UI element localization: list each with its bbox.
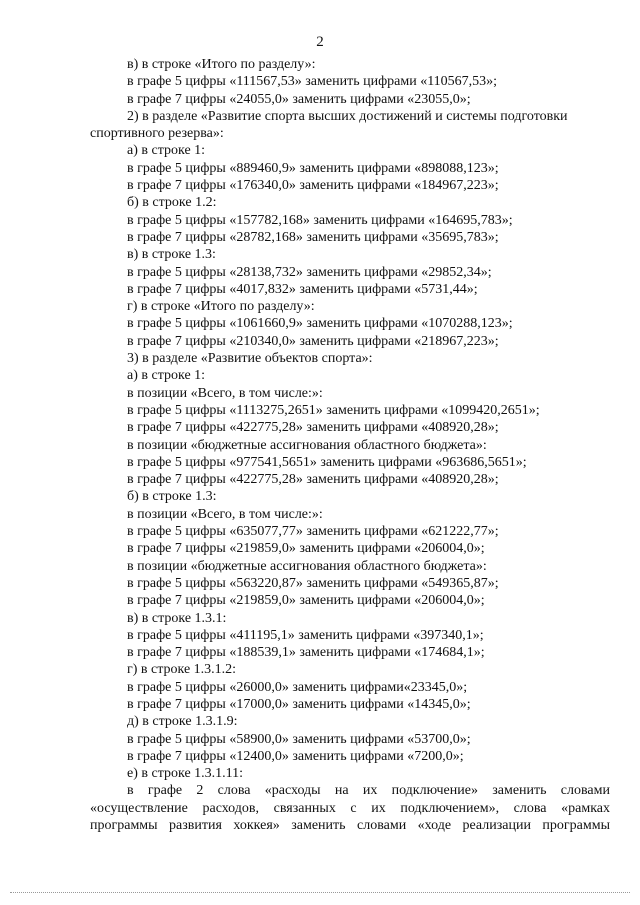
text-line: в графе 5 цифры «157782,168» заменить цифрами «164695,783»;: [127, 212, 513, 228]
text-line: в графе 5 цифры «1113275,2651» заменить цифрами «1099420,2651»;: [127, 402, 540, 418]
page-number: 2: [316, 34, 324, 50]
text-line: а) в строке 1:: [127, 368, 206, 384]
text-line: «осуществление расходов, связанных с их подключением», слова «рамках: [90, 800, 610, 816]
text-line: в графе 7 цифры «24055,0» заменить цифрами «23055,0»;: [127, 91, 471, 107]
text-line: в графе 7 цифры «219859,0» заменить цифрами «206004,0»;: [127, 541, 485, 557]
scan-edge-divider: [10, 892, 630, 893]
text-line: а) в строке 1:: [127, 143, 206, 159]
text-line: в графе 5 цифры «977541,5651» заменить цифрами «963686,5651»;: [127, 454, 527, 470]
text-line: в графе 7 цифры «422775,28» заменить цифрами «408920,28»;: [127, 420, 499, 436]
text-line: спортивного резерва»:: [90, 126, 224, 142]
text-line: в графе 7 цифры «188539,1» заменить цифрами «174684,1»;: [127, 645, 485, 661]
text-line: д) в строке 1.3.1.9:: [127, 714, 238, 730]
text-line: в графе 2 слова «расходы на их подключение» заменить словами: [127, 783, 610, 799]
document-body: [90, 56, 610, 834]
text-line: в графе 7 цифры «176340,0» заменить цифрами «184967,223»;: [127, 178, 499, 194]
text-line: в графе 7 цифры «210340,0» заменить цифрами «218967,223»;: [127, 333, 499, 349]
text-line: в графе 5 цифры «58900,0» заменить цифрами «53700,0»;: [127, 731, 471, 747]
text-line: в графе 5 цифры «563220,87» заменить цифрами «549365,87»;: [127, 575, 499, 591]
text-line: в графе 5 цифры «28138,732» заменить цифрами «29852,34»;: [127, 264, 492, 280]
text-line: 3) в разделе «Развитие объектов спорта»:: [127, 351, 373, 367]
text-line: в позиции «Всего, в том числе:»:: [127, 506, 323, 522]
text-line: в) в строке 1.3:: [127, 247, 216, 263]
text-line: в) в строке «Итого по разделу»:: [127, 57, 316, 72]
text-line: в позиции «бюджетные ассигнования областного бюджета»:: [127, 558, 487, 574]
text-line: е) в строке 1.3.1.11:: [127, 766, 244, 782]
text-line: в позиции «Всего, в том числе:»:: [127, 385, 323, 401]
text-line: в графе 5 цифры «111567,53» заменить цифрами «110567,53»;: [127, 74, 498, 90]
text-line: г) в строке «Итого по разделу»:: [127, 299, 315, 315]
text-line: в графе 5 цифры «1061660,9» заменить цифрами «1070288,123»;: [127, 316, 513, 332]
text-line: в позиции «бюджетные ассигнования областного бюджета»:: [127, 437, 487, 453]
text-line: в графе 5 цифры «635077,77» заменить цифрами «621222,77»;: [127, 524, 499, 540]
text-line: в графе 7 цифры «28782,168» заменить цифрами «35695,783»;: [127, 229, 499, 245]
text-line: в графе 7 цифры «422775,28» заменить цифрами «408920,28»;: [127, 472, 499, 488]
text-line: в графе 5 цифры «411195,1» заменить цифрами «397340,1»;: [127, 627, 484, 643]
text-line: в графе 7 цифры «17000,0» заменить цифрами «14345,0»;: [127, 696, 471, 712]
text-line: б) в строке 1.3:: [127, 489, 217, 505]
text-line: г) в строке 1.3.1.2:: [127, 662, 237, 678]
text-line: в графе 7 цифры «219859,0» заменить цифрами «206004,0»;: [127, 593, 485, 609]
text-line: в графе 5 цифры «26000,0» заменить цифрами«23345,0»;: [127, 679, 468, 695]
text-line: б) в строке 1.2:: [127, 195, 217, 211]
text-line: программы развития хоккея» заменить словами «ходе реализации программы: [90, 818, 610, 834]
text-line: 2) в разделе «Развитие спорта высших достижений и системы подготовки: [127, 108, 568, 124]
text-line: в графе 7 цифры «12400,0» заменить цифрами «7200,0»;: [127, 748, 464, 764]
text-line: в) в строке 1.3.1:: [127, 610, 227, 626]
text-line: в графе 7 цифры «4017,832» заменить цифрами «5731,44»;: [127, 281, 478, 297]
text-line: в графе 5 цифры «889460,9» заменить цифрами «898088,123»;: [127, 160, 499, 176]
